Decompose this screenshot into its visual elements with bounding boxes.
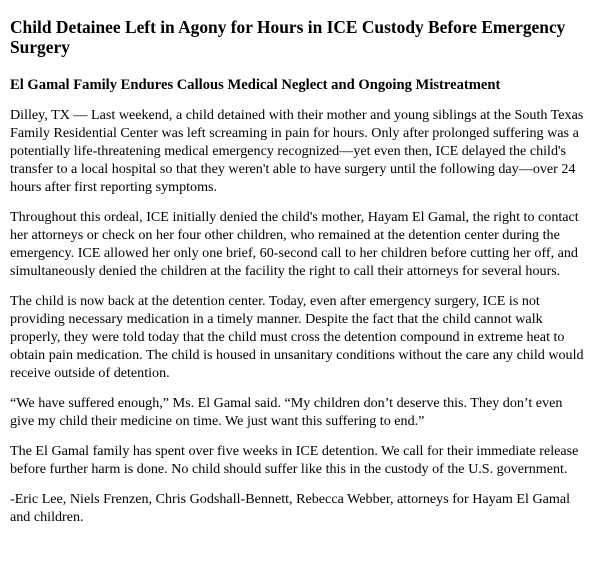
paragraph-mother-denied-contact: Throughout this ordeal, ICE initially denied the child's mother, Hayam El Gamal, the right to contact her attorneys or check on her four other children, who remained at the detention center during the emergency. ICE allowed her only one brief, 60-second call to her children before cutting her off, and simultaneously denied the children at the facility the right to call their attorneys for several hours. xyxy=(10,209,579,279)
headline: Child Detainee Left in Agony for Hours in ICE Custody Before Emergency Surgery xyxy=(10,17,566,57)
paragraph-current-conditions: The child is now back at the detention center. Today, even after emergency surgery, ICE is not providing necessary medication in a timely manner. Despite the fact that the child cannot walk properly, they were told today that the child must cross the detention compound in extreme heat to obtain pain medication. The child is housed in unsanitary conditions without the care any child would receive outside of detention. xyxy=(10,293,584,381)
paragraph-signature: -Eric Lee, Niels Frenzen, Chris Godshall-Bennett, Rebecca Webber, attorneys for Hayam El Gamal and children. xyxy=(10,491,571,525)
paragraph-call-for-release: The El Gamal family has spent over five weeks in ICE detention. We call for their immediate release before further harm is done. No child should suffer like this in the custody of the U.S. government. xyxy=(10,443,579,477)
paragraph-quote: “We have suffered enough,” Ms. El Gamal said. “My children don’t deserve this. They don’t even give my child their medicine on time. We just want this suffering to end.” xyxy=(10,395,563,429)
paragraph-intro: Dilley, TX — Last weekend, a child detained with their mother and young siblings at the South Texas Family Residential Center was left screaming in pain for hours. Only after prolonged suffering was a potentially life-threatening medical emergency recognized—yet even then, ICE delayed the child's transfer to a local hospital so that they weren't able to have surgery until the following day—over 24 hours after first reporting symptoms. xyxy=(10,107,584,195)
subheadline: El Gamal Family Endures Callous Medical Neglect and Ongoing Mistreatment xyxy=(10,77,501,93)
